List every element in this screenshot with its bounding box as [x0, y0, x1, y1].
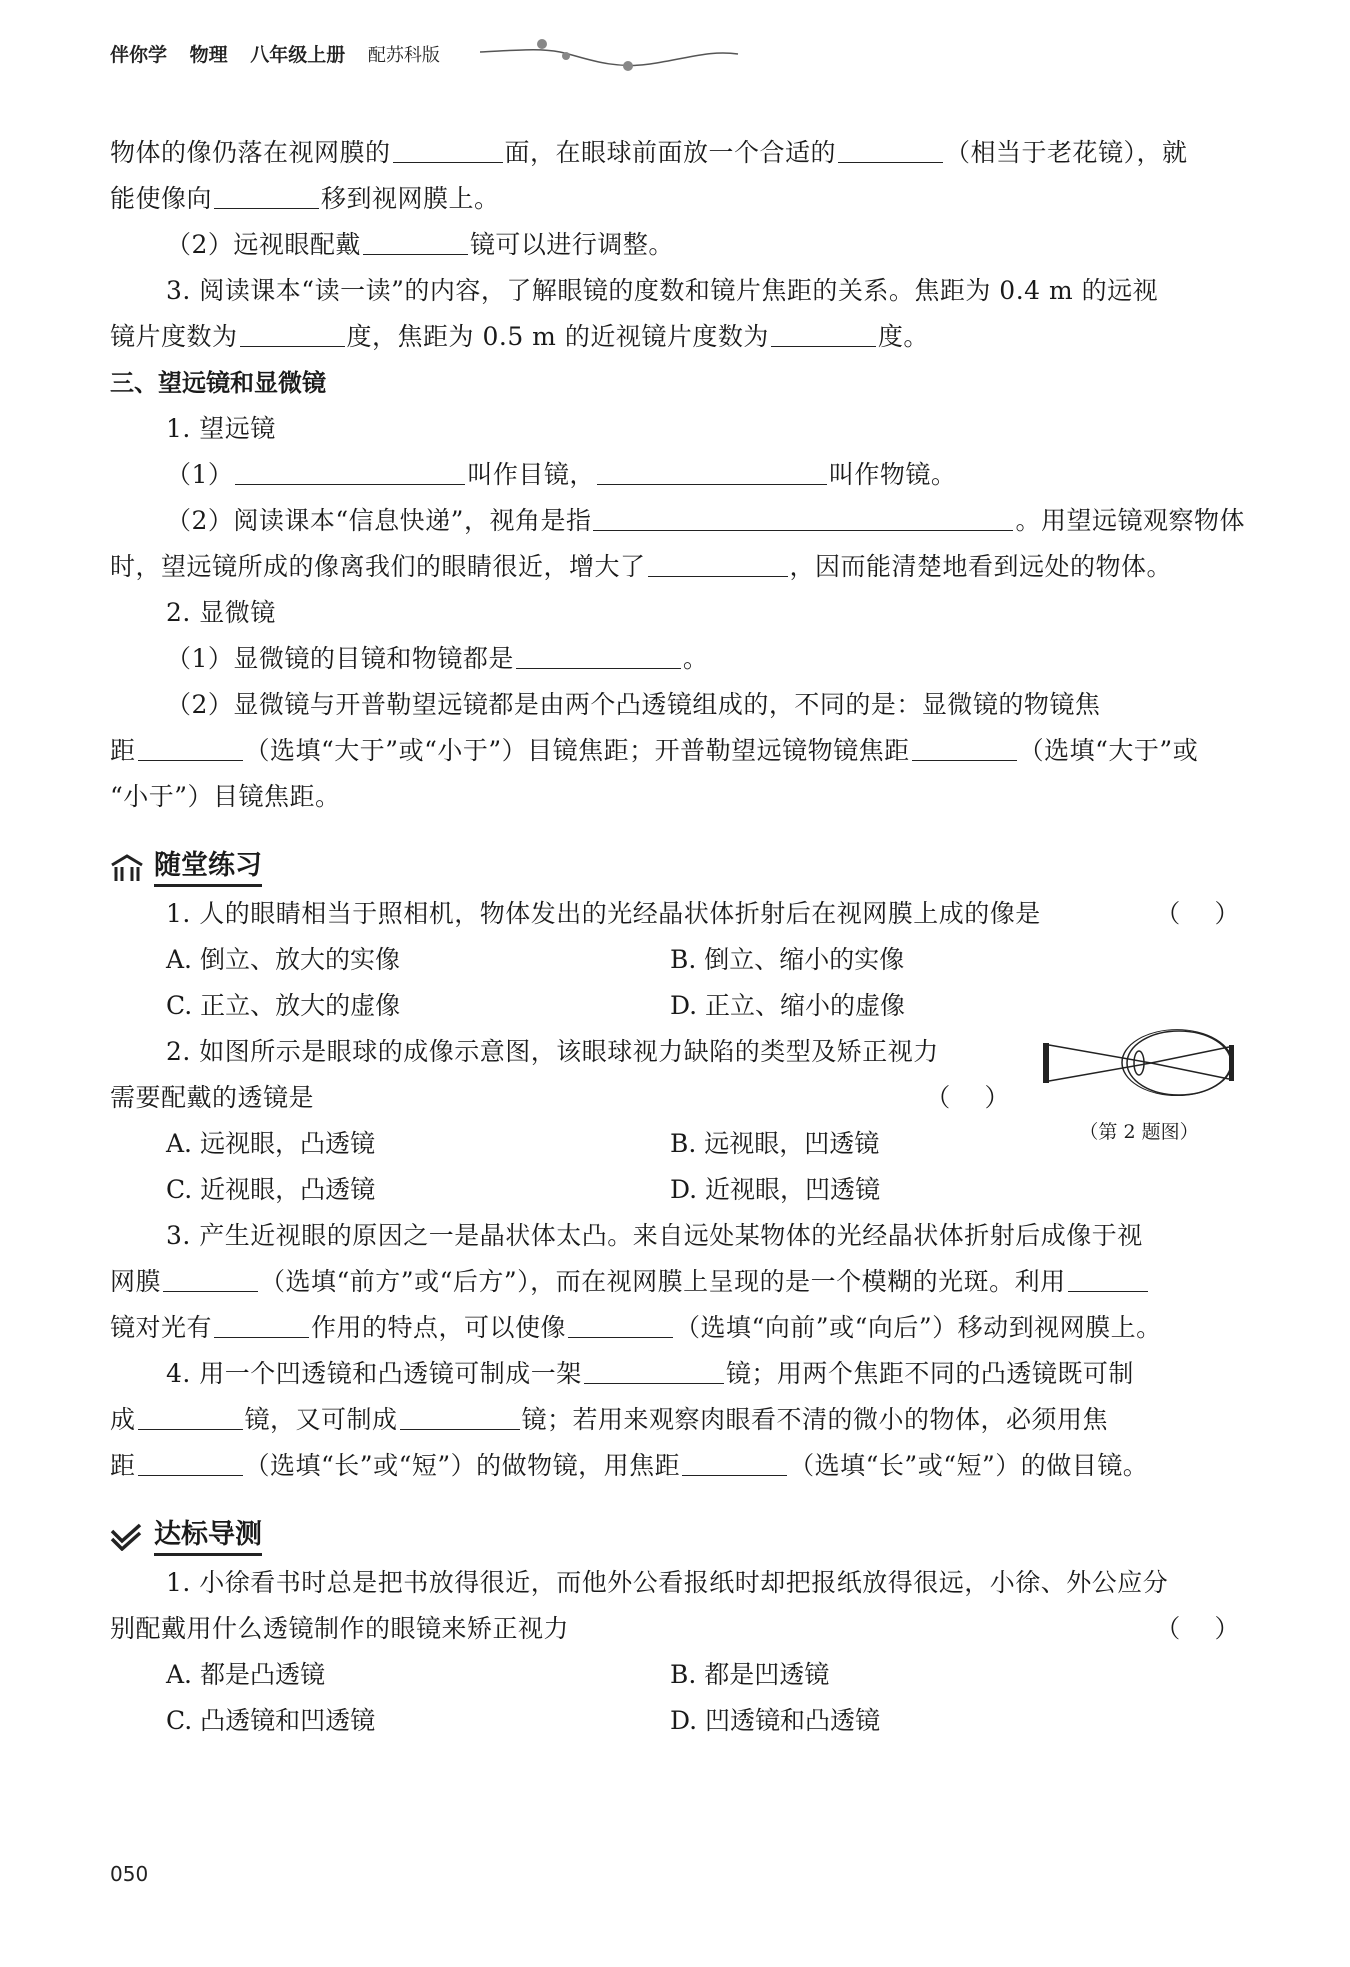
option[interactable]: A. 远视眼，凸透镜 — [166, 1129, 375, 1158]
answer-paren[interactable]: （ ） — [1155, 899, 1240, 928]
text-line: （2）远视眼配戴 镜可以进行调整。 — [166, 230, 674, 259]
option[interactable]: A. 都是凸透镜 — [166, 1660, 325, 1689]
answer-blank[interactable] — [838, 138, 943, 163]
answer-blank[interactable] — [138, 1451, 243, 1476]
answer-paren[interactable]: （ ） — [925, 1083, 1010, 1112]
answer-blank[interactable] — [516, 644, 681, 669]
page-content — [110, 130, 1245, 1744]
answer-blank[interactable] — [163, 1267, 258, 1292]
header-grade: 八年级上册 — [250, 44, 346, 66]
page-number: 050 — [110, 1862, 149, 1886]
test-title: 达标导测 — [154, 1517, 262, 1556]
answer-blank[interactable] — [648, 552, 788, 577]
answer-blank[interactable] — [771, 322, 876, 347]
option-row — [110, 983, 1240, 1029]
text-line: （1）显微镜的目镜和物镜都是 。 — [166, 644, 709, 673]
option[interactable]: D. 凹透镜和凸透镜 — [670, 1706, 881, 1735]
question: 1. 人的眼睛相当于照相机，物体发出的光经晶状体折射后在视网膜上成的像是 （ ） — [110, 891, 1240, 937]
text-line: 3. 阅读课本“读一读”的内容，了解眼镜的度数和镜片焦距的关系。焦距为 0.4 m 的远视 — [166, 276, 1159, 305]
practice-title: 随堂练习 — [154, 848, 262, 887]
text-line: 需要配戴的透镜是 （ ） — [110, 1075, 1010, 1121]
text-line: 能使像向 移到视网膜上。 — [110, 184, 500, 213]
answer-blank[interactable] — [400, 1405, 520, 1430]
answer-blank[interactable] — [393, 138, 503, 163]
answer-blank[interactable] — [138, 1405, 243, 1430]
answer-blank[interactable] — [1068, 1267, 1148, 1292]
text-line: 距 （选填“长”或“短”）的做物镜，用焦距 （选填“长”或“短”）的做目镜。 — [110, 1451, 1149, 1480]
text-line: 镜片度数为 度，焦距为 0.5 m 的近视镜片度数为 度。 — [110, 322, 929, 351]
answer-blank[interactable] — [214, 1313, 309, 1338]
option[interactable]: D. 近视眼，凹透镜 — [670, 1175, 881, 1204]
option[interactable]: D. 正立、缩小的虚像 — [670, 991, 906, 1020]
answer-blank[interactable] — [235, 460, 465, 485]
option[interactable]: C. 正立、放大的虚像 — [166, 991, 401, 1020]
answer-blank[interactable] — [363, 230, 468, 255]
text-line: （1） 叫作目镜， 叫作物镜。 — [166, 460, 957, 489]
answer-blank[interactable] — [584, 1359, 724, 1384]
test-heading — [110, 1517, 1240, 1556]
text-line: （2）显微镜与开普勒望远镜都是由两个凸透镜组成的，不同的是：显微镜的物镜焦 — [166, 690, 1101, 719]
text-line: （2）阅读课本“信息快递”，视角是指 。用望远镜观察物体 — [166, 506, 1245, 535]
option[interactable]: C. 凸透镜和凹透镜 — [166, 1706, 376, 1735]
option[interactable]: B. 都是凹透镜 — [670, 1660, 830, 1689]
figure-caption: （第 2 题图） — [1079, 1121, 1199, 1143]
answer-blank[interactable] — [138, 736, 243, 761]
question: 1. 小徐看书时总是把书放得很近，而他外公看报纸时却把报纸放得很远，小徐、外公应分 — [166, 1568, 1169, 1597]
answer-blank[interactable] — [682, 1451, 787, 1476]
option-row — [110, 937, 1240, 983]
question: 4. 用一个凹透镜和凸透镜可制成一架 镜；用两个焦距不同的凸透镜既可制 — [166, 1359, 1134, 1388]
header-series: 伴你学 — [110, 44, 168, 66]
option[interactable]: C. 近视眼，凸透镜 — [166, 1175, 376, 1204]
text-line: 成 镜，又可制成 镜；若用来观察肉眼看不清的微小的物体，必须用焦 — [110, 1405, 1109, 1434]
eye-figure — [1034, 1029, 1244, 1144]
option[interactable]: A. 倒立、放大的实像 — [166, 945, 400, 974]
option[interactable]: B. 远视眼，凹透镜 — [670, 1129, 880, 1158]
header-edition: 配苏科版 — [367, 45, 440, 66]
header-wave-decoration — [480, 30, 740, 80]
option-row — [110, 1698, 1240, 1744]
section-heading: 三、望远镜和显微镜 — [110, 369, 326, 397]
text-line: 距 （选填“大于”或“小于”）目镜焦距；开普勒望远镜物镜焦距 （选填“大于”或 — [110, 736, 1199, 765]
answer-blank[interactable] — [214, 184, 319, 209]
header-subject: 物理 — [189, 44, 228, 66]
answer-blank[interactable] — [912, 736, 1017, 761]
practice-heading — [110, 848, 1240, 887]
eye-diagram — [1039, 1029, 1239, 1099]
answer-blank[interactable] — [240, 322, 345, 347]
text-line: 时，望远镜所成的像离我们的眼睛很近，增大了 ，因而能清楚地看到远处的物体。 — [110, 552, 1173, 581]
answer-blank[interactable] — [568, 1313, 673, 1338]
text-line: 1. 望远镜 — [166, 414, 276, 443]
running-header — [110, 40, 456, 67]
building-icon — [110, 853, 144, 883]
option-row — [110, 1167, 1240, 1213]
answer-blank[interactable] — [597, 460, 827, 485]
text-line: 物体的像仍落在视网膜的 面，在眼球前面放一个合适的 （相当于老花镜），就 — [110, 138, 1188, 167]
option[interactable]: B. 倒立、缩小的实像 — [670, 945, 905, 974]
double-check-icon — [110, 1523, 144, 1551]
question: 3. 产生近视眼的原因之一是晶状体太凸。来自远处某物体的光经晶状体折射后成像于视 — [166, 1221, 1143, 1250]
text-line: 别配戴用什么透镜制作的眼镜来矫正视力 （ ） — [110, 1606, 1240, 1652]
question-with-figure — [110, 1029, 1240, 1213]
text-line: 2. 显微镜 — [166, 598, 276, 627]
question: 2. 如图所示是眼球的成像示意图，该眼球视力缺陷的类型及矫正视力 — [166, 1037, 939, 1066]
option-row — [110, 1652, 1240, 1698]
text-line: 网膜 （选填“前方”或“后方”），而在视网膜上呈现的是一个模糊的光斑。利用 — [110, 1259, 1240, 1305]
text-line: “小于”）目镜焦距。 — [110, 782, 341, 811]
answer-paren[interactable]: （ ） — [1155, 1614, 1240, 1643]
text-line: 镜对光有 作用的特点，可以使像 （选填“向前”或“向后”）移动到视网膜上。 — [110, 1313, 1162, 1342]
answer-blank[interactable] — [593, 506, 1013, 531]
